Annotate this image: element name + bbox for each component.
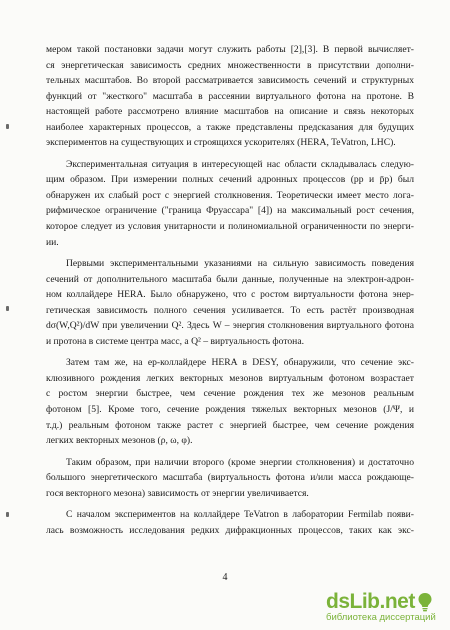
dslib-watermark: [326, 590, 442, 624]
paragraph-6: [46, 507, 414, 538]
text-line: гетическая зависимость полного сечения усиливается. То есть растёт производная: [46, 304, 414, 316]
text-line: настоящей работе рассмотрено влияние масштабов на описание и связь некоторых: [46, 106, 414, 118]
text-line: наиболее характерных процессов, а также представлены предсказания для будущих: [46, 121, 414, 133]
text-line-formula: dσ(W,Q²)/dW при увеличении Q². Здесь W – энергия столкновения виртуального фотона: [46, 320, 414, 332]
text-line: сечений от дополнительного масштаба были данные, полученные на электрон-адрон-: [46, 273, 414, 285]
text-line: и протона в системе центра масс, а Q² – виртуальность фотона.: [46, 335, 304, 347]
text-line: тельных масштабов. Во второй рассматривается зависимость сечений и структурных: [46, 75, 414, 87]
margin-scan-mark: [6, 306, 9, 311]
text-line: ии.: [46, 236, 59, 248]
text-line: рифмическое ограничение ("граница Фруассара" [4]) на максимальный рост сечения,: [46, 205, 414, 217]
paragraph-2: [46, 157, 414, 250]
text-line: Затем там же, на ep-коллайдере HERA в DESY, обнаружили, что сечение экс-: [66, 357, 414, 369]
watermark-logo-text: dsLib.net: [326, 590, 415, 613]
text-line: ном коллайдере HERA. Было обнаружено, что с ростом виртуальности фотона энер-: [46, 289, 414, 301]
text-line: с ростом энергии быстрее, чем сечение рождения тех же мезонов реальным: [46, 388, 414, 400]
document-body: [46, 42, 414, 538]
text-line: Таким образом, при наличии второго (кроме энергии столкновения) и достаточно: [66, 456, 414, 468]
text-line: Первыми экспериментальными указаниями на сильную зависимость поведения: [66, 258, 414, 270]
text-line: которое следует из условия унитарности и полиномиальной ограниченности по энерги-: [46, 221, 414, 233]
text-line: т.д.) реальным фотоном также растет с энергией быстрее, чем сечение рождения: [46, 419, 414, 431]
lightbulb-icon: [417, 592, 433, 612]
text-line: С началом экспериментов на коллайдере TeVatron в лаборатории Fermilab появи-: [66, 509, 414, 521]
paragraph-4: [46, 355, 414, 448]
text-line: Экспериментальная ситуация в интересующей нас области складывалась следую-: [66, 158, 414, 170]
paragraph-1: [46, 42, 414, 151]
text-line: экспериментов на существующих и строящихся ускорителях (HERA, TeVatron, LHC).: [46, 137, 396, 149]
text-line: мером такой постановки задачи могут служить работы [2],[3]. В первой вычисляет-: [46, 44, 414, 55]
text-line: обнаружен их слабый рост с энергией столкновения. Теоретически имеет место лога-: [46, 189, 414, 201]
text-line: ся энергетическая зависимость средних множественности в присутствии дополни-: [46, 59, 414, 71]
text-line: функций от "жесткого" масштаба в рассеянии виртуального фотона на протоне. В: [46, 90, 414, 102]
margin-scan-mark: [6, 512, 9, 517]
text-line: гося векторного мезона) зависимость от энергии увеличивается.: [46, 487, 309, 499]
text-line: легких векторных мезонов (ρ, ω, φ).: [46, 435, 193, 447]
page-number: 4: [222, 572, 228, 583]
text-line: фотоном [5]. Кроме того, сечение рождения тяжелых векторных мезонов (J/Ψ, и: [46, 404, 414, 416]
watermark-subtitle: библиотека диссертаций: [326, 612, 436, 623]
paragraph-3: [46, 256, 414, 349]
paragraph-5: [46, 455, 414, 502]
margin-scan-mark: [6, 124, 9, 129]
text-line: большого энергетического масштаба (виртуальность фотона и/или масса рождающе-: [46, 472, 414, 484]
text-line: лась возможность исследования редких дифракционных процессов, таких как экс-: [46, 524, 414, 536]
text-line: щим образом. При измерении полных сечений адронных процессов (pp и p̄p) был: [46, 174, 414, 186]
text-line: клюзивного рождения легких векторных мезонов виртуальным фотоном возрастает: [46, 372, 414, 384]
